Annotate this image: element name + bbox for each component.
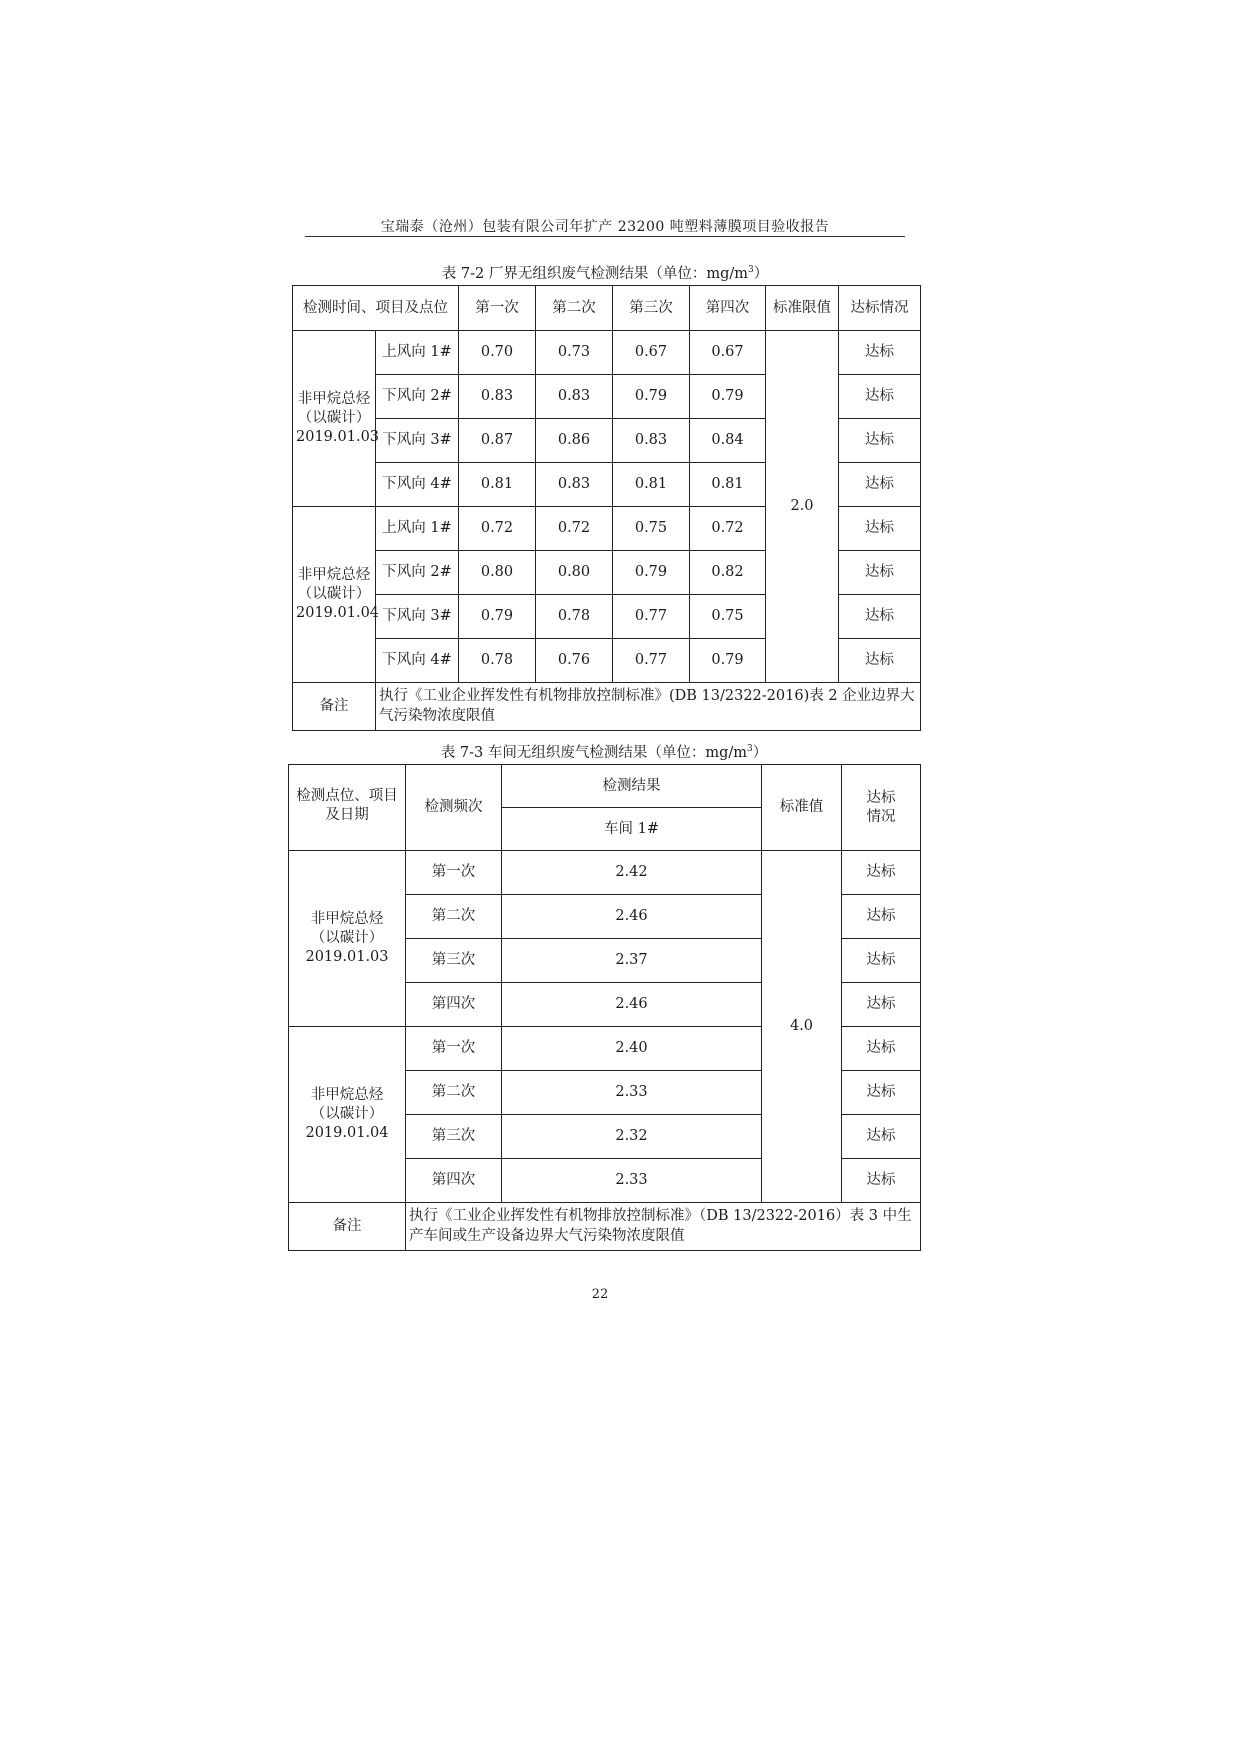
table1-header-c3: 第三次 <box>613 286 690 331</box>
value-cell: 0.81 <box>613 463 690 507</box>
value-cell: 0.78 <box>459 639 536 683</box>
table1-caption <box>290 262 920 283</box>
value-cell: 0.75 <box>613 507 690 551</box>
table2-caption-text: 表 7-3 车间无组织废气检测结果（单位：mg/m <box>440 745 747 761</box>
group-label-line: （以碳计） <box>297 586 371 603</box>
status-cell: 达标 <box>842 1159 921 1203</box>
table2-note-text: 执行《工业企业挥发性有机物排放控制标准》（DB 13/2322-2016）表 3 中生产车间或生产设备边界大气污染物浓度限值 <box>406 1203 921 1251</box>
group-label-date: 2019.01.03 <box>305 948 389 965</box>
value-cell: 0.78 <box>536 595 613 639</box>
value-cell: 0.82 <box>690 551 766 595</box>
table1-header-status: 达标情况 <box>839 286 921 331</box>
status-cell: 达标 <box>842 939 921 983</box>
table2-caption-sup: 3 <box>747 744 753 755</box>
group-label-date: 2019.01.04 <box>305 1124 389 1141</box>
status-cell: 达标 <box>842 851 921 895</box>
status-cell: 达标 <box>839 507 921 551</box>
freq-cell: 第二次 <box>406 895 502 939</box>
freq-cell: 第四次 <box>406 1159 502 1203</box>
table1-header-c4: 第四次 <box>690 286 766 331</box>
freq-cell: 第三次 <box>406 1115 502 1159</box>
status-cell: 达标 <box>842 983 921 1027</box>
value-cell: 0.80 <box>459 551 536 595</box>
group-label-line: 非甲烷总烃 <box>297 567 371 584</box>
table2-note-label: 备注 <box>289 1203 406 1251</box>
status-cell: 达标 <box>842 1071 921 1115</box>
value-cell: 2.42 <box>502 851 762 895</box>
table2-header-result: 检测结果 <box>502 765 762 808</box>
point-cell: 下风向 2# <box>376 375 459 419</box>
freq-cell: 第三次 <box>406 939 502 983</box>
table1-note-row <box>293 683 921 731</box>
group-label-line: 非甲烷总烃 <box>297 391 371 408</box>
table2-header-workshop: 车间 1# <box>502 808 762 851</box>
point-cell: 下风向 3# <box>376 419 459 463</box>
status-cell: 达标 <box>842 1115 921 1159</box>
header-line: 达标 <box>866 789 896 806</box>
table2-note-row <box>289 1203 921 1251</box>
value-cell: 0.73 <box>536 331 613 375</box>
value-cell: 0.77 <box>613 639 690 683</box>
value-cell: 0.86 <box>536 419 613 463</box>
value-cell: 0.75 <box>690 595 766 639</box>
table2-header-freq: 检测频次 <box>406 765 502 851</box>
value-cell: 0.79 <box>690 639 766 683</box>
table1-note-text: 执行《工业企业挥发性有机物排放控制标准》(DB 13/2322-2016)表 2 企业边界大气污染物浓度限值 <box>376 683 921 731</box>
value-cell: 0.67 <box>613 331 690 375</box>
status-cell: 达标 <box>839 551 921 595</box>
table2-group-label <box>289 1027 406 1203</box>
value-cell: 0.83 <box>536 375 613 419</box>
group-label-line: （以碳计） <box>310 930 384 947</box>
status-cell: 达标 <box>839 419 921 463</box>
table1-limit-cell: 2.0 <box>766 331 839 683</box>
value-cell: 2.32 <box>502 1115 762 1159</box>
table2-group-label <box>289 851 406 1027</box>
table1-header-item: 检测时间、项目及点位 <box>293 286 459 331</box>
group-label-line: （以碳计） <box>310 1106 384 1123</box>
value-cell: 0.83 <box>613 419 690 463</box>
status-cell: 达标 <box>842 1027 921 1071</box>
point-cell: 下风向 4# <box>376 463 459 507</box>
point-cell: 上风向 1# <box>376 331 459 375</box>
header-line: 检测点位、项目 <box>296 788 398 804</box>
table1 <box>292 285 921 731</box>
value-cell: 2.46 <box>502 983 762 1027</box>
point-cell: 下风向 2# <box>376 551 459 595</box>
page-number: 22 <box>591 1287 609 1302</box>
status-cell: 达标 <box>839 639 921 683</box>
value-cell: 0.67 <box>690 331 766 375</box>
header-line: 情况 <box>866 808 896 825</box>
freq-cell: 第四次 <box>406 983 502 1027</box>
value-cell: 0.79 <box>613 375 690 419</box>
table1-header-c1: 第一次 <box>459 286 536 331</box>
table1-group-label <box>293 331 380 507</box>
table1-note-label: 备注 <box>293 683 376 731</box>
value-cell: 0.79 <box>690 375 766 419</box>
group-label-line: 非甲烷总烃 <box>310 1087 384 1104</box>
value-cell: 0.80 <box>536 551 613 595</box>
table2-limit-cell: 4.0 <box>762 851 842 1203</box>
group-label-date: 2019.01.03 <box>296 428 380 445</box>
table2-caption <box>288 741 920 762</box>
table2-header-status <box>842 765 921 851</box>
group-label-line: 非甲烷总烃 <box>310 911 384 928</box>
freq-cell: 第二次 <box>406 1071 502 1115</box>
value-cell: 0.79 <box>459 595 536 639</box>
value-cell: 2.40 <box>502 1027 762 1071</box>
status-cell: 达标 <box>839 595 921 639</box>
value-cell: 2.37 <box>502 939 762 983</box>
report-header: 宝瑞泰（沧州）包装有限公司年扩产 23200 吨塑料薄膜项目验收报告 <box>380 219 830 235</box>
point-cell: 上风向 1# <box>376 507 459 551</box>
table2-header-item <box>289 765 406 851</box>
table2-header-row <box>289 765 921 808</box>
point-cell: 下风向 3# <box>376 595 459 639</box>
value-cell: 0.76 <box>536 639 613 683</box>
value-cell: 0.83 <box>459 375 536 419</box>
table2 <box>288 764 921 1251</box>
table1-header-c2: 第二次 <box>536 286 613 331</box>
value-cell: 2.46 <box>502 895 762 939</box>
table-row <box>289 851 921 895</box>
value-cell: 0.77 <box>613 595 690 639</box>
value-cell: 0.79 <box>613 551 690 595</box>
table1-caption-sup: 3 <box>748 265 754 276</box>
status-cell: 达标 <box>839 375 921 419</box>
table1-header-limit: 标准限值 <box>766 286 839 331</box>
table2-header-limit: 标准值 <box>762 765 842 851</box>
value-cell: 2.33 <box>502 1159 762 1203</box>
freq-cell: 第一次 <box>406 1027 502 1071</box>
value-cell: 0.83 <box>536 463 613 507</box>
value-cell: 0.72 <box>536 507 613 551</box>
table1-caption-end: ） <box>753 266 769 282</box>
status-cell: 达标 <box>842 895 921 939</box>
value-cell: 0.84 <box>690 419 766 463</box>
group-label-line: （以碳计） <box>297 410 371 427</box>
table1-header-row <box>293 286 921 331</box>
value-cell: 2.33 <box>502 1071 762 1115</box>
value-cell: 0.72 <box>690 507 766 551</box>
table2-caption-end: ） <box>752 745 768 761</box>
header-line: 及日期 <box>325 806 369 823</box>
value-cell: 0.72 <box>459 507 536 551</box>
status-cell: 达标 <box>839 331 921 375</box>
table-row <box>293 331 921 375</box>
value-cell: 0.70 <box>459 331 536 375</box>
group-label-date: 2019.01.04 <box>296 604 380 621</box>
table1-group-label <box>293 507 380 683</box>
value-cell: 0.81 <box>459 463 536 507</box>
header-rule <box>305 236 905 237</box>
table1-caption-text: 表 7-2 厂界无组织废气检测结果（单位：mg/m <box>441 266 748 282</box>
value-cell: 0.81 <box>690 463 766 507</box>
freq-cell: 第一次 <box>406 851 502 895</box>
point-cell: 下风向 4# <box>376 639 459 683</box>
value-cell: 0.87 <box>459 419 536 463</box>
status-cell: 达标 <box>839 463 921 507</box>
